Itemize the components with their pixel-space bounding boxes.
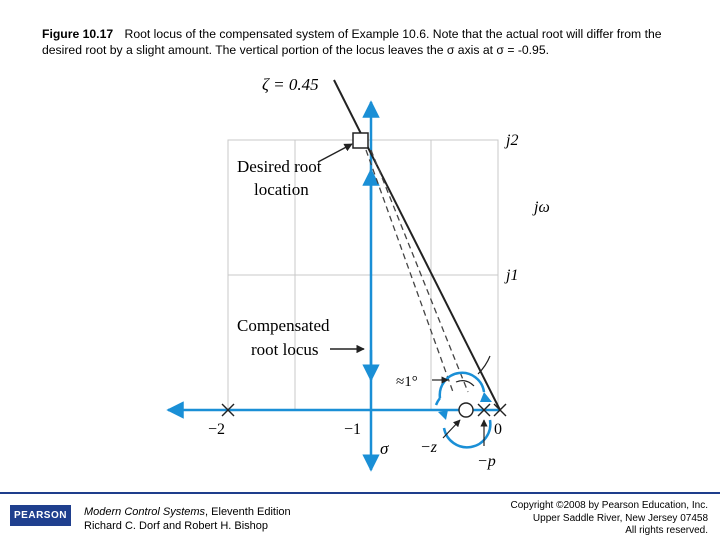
angle-tick bbox=[478, 356, 490, 374]
zeta-label: ζ = 0.45 bbox=[262, 75, 319, 94]
desired-root-marker bbox=[353, 133, 368, 148]
figure-label: Figure 10.17 bbox=[42, 27, 114, 41]
caption-text: Root locus of the compensated system of Example 10.6. Note that the actual root will differ from the desired root by a slight amount. The vertical portion of the locus leaves the σ axis at σ = -0.95. bbox=[42, 27, 662, 57]
book-info bbox=[84, 505, 291, 533]
footer-divider bbox=[0, 492, 720, 494]
copyright-line1: Copyright ©2008 by Pearson Education, Inc. bbox=[510, 500, 708, 511]
book-authors: Richard C. Dorf and Robert H. Bishop bbox=[84, 520, 269, 532]
zeta-line bbox=[334, 80, 500, 410]
minus-z-pointer bbox=[443, 420, 460, 438]
desired-root-label-line2: location bbox=[254, 180, 309, 199]
j2-label: j2 bbox=[506, 132, 519, 149]
pearson-logo: PEARSON bbox=[10, 505, 71, 526]
compensated-label-line2: root locus bbox=[251, 340, 319, 359]
minus-p-label: −p bbox=[477, 453, 496, 470]
zero-label: 0 bbox=[494, 421, 502, 438]
minus-z-label: −z bbox=[420, 439, 438, 456]
desired-root-pointer bbox=[318, 144, 352, 162]
sigma-label: σ bbox=[380, 439, 389, 458]
copyright-line3: All rights reserved. bbox=[625, 525, 708, 536]
angle-label: ≈1° bbox=[396, 374, 418, 390]
jw-label: jω bbox=[534, 199, 550, 216]
locus-dashed-1 bbox=[371, 150, 468, 392]
j1-label: j1 bbox=[506, 267, 519, 284]
compensated-label-line1: Compensated bbox=[237, 316, 330, 335]
desired-root-label-line1: Desired root bbox=[237, 157, 322, 176]
copyright-line2: Upper Saddle River, New Jersey 07458 bbox=[532, 512, 708, 524]
book-edition: , Eleventh Edition bbox=[205, 506, 291, 518]
minus1-label: −1 bbox=[344, 421, 362, 438]
circle-arrowhead-2 bbox=[438, 410, 448, 420]
minus2-label: −2 bbox=[208, 421, 226, 438]
copyright-block bbox=[511, 500, 709, 538]
locus-dashed-2 bbox=[366, 150, 453, 392]
compensator-zero bbox=[459, 403, 473, 417]
circle-arrowhead-1 bbox=[480, 392, 492, 402]
book-title: Modern Control Systems bbox=[84, 506, 206, 518]
